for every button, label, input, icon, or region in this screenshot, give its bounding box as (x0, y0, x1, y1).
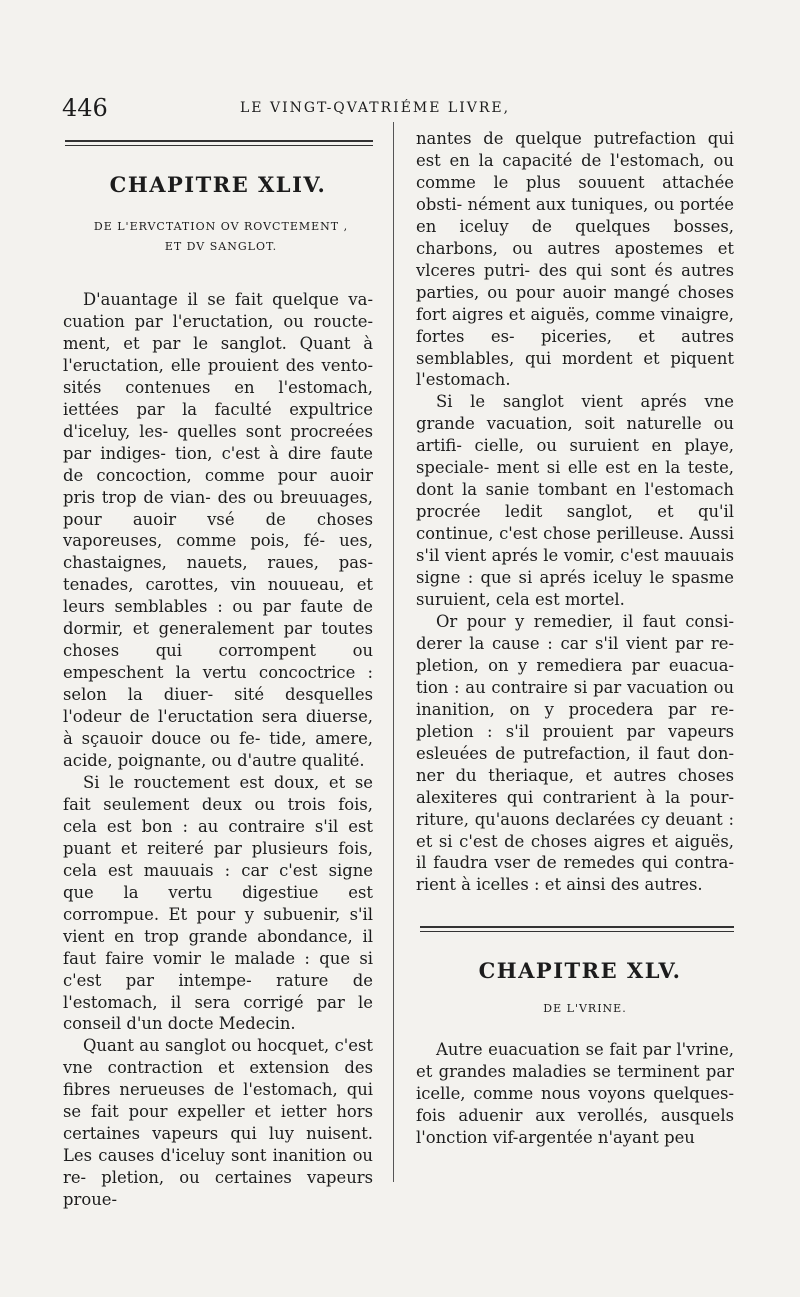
chapter-title: CHAPITRE XLV. (478, 958, 682, 984)
chapter-subtitle-line: ET DV SANGLOT. (164, 240, 278, 253)
running-head: LE VINGT-QVATRIÉME LIVRE, (240, 100, 511, 116)
chapter-subtitle (63, 217, 373, 257)
paragraph: Quant au sanglot ou hocquet, c'est vne contraction et extension des fibres nerueuses de l'estomach, qui se fait pour expeller et ietter hors certaines vapeurs qui luy nuisent. Les causes d'iceluy sont inanition ou re- pletion, ou certaines vapeurs proue- (63, 1036, 373, 1210)
chapter-title: CHAPITRE XLIV. (109, 172, 327, 197)
paragraph: Si le rouctement est doux, et se fait seulement deux ou trois fois, cela est bon : au contraire s'il est puant et reiteré par plusieurs fois, cela est mauuais : car c'est signe que la vertu digestiue est corrompue. Et pour y subuenir, s'il vient en trop grande abondance, il faut faire vomir le malade : que si c'est par intempe- rature de l'estomach, il sera corrigé par le conseil d'un docte Medecin. (63, 772, 373, 1034)
paragraph: Si le sanglot vient aprés vne grande vacuation, soit naturelle ou artifi- cielle, ou suruient en playe, speciale- ment si elle est en la teste, dont la sanie tombant en l'estomach procrée ledit sanglot, et qu'il continue, c'est chose perilleuse. Aussi s'il vient aprés le vomir, c'est mauuais signe : que si aprés iceluy le spasme suruient, cela est mortel. (416, 392, 734, 610)
chapter-rule (65, 140, 373, 146)
chapter-rule (420, 926, 734, 932)
paragraph-continued: nantes de quelque putrefaction qui est en la capacité de l'estomach, ou comme le plus souuent attachée obsti- nément aux tuniques, ou portée en iceluy de quelques bosses, charbons, ou autres apostemes et vlceres putri- des qui sont és autres parties, ou pour auoir mangé choses fort aigres et aiguës, comme vinaigre, fortes es- piceries, et autres semblables, qui mordent et piquent l'estomach. (416, 129, 734, 390)
chapter-subtitle-line: DE L'ERVCTATION OV ROVCTEMENT , (93, 220, 349, 233)
page-header (62, 94, 734, 124)
paragraph: Autre euacuation se fait par l'vrine, et grandes maladies se terminent par icelle, comme nous voyons quelques- fois aduenir aux verollés, ausquels l'onction vif-argentée n'ayant peu (416, 1040, 734, 1148)
chapter-subtitle: DE L'VRINE. (543, 1002, 627, 1016)
paragraph: Or pour y remedier, il faut consi- derer la cause : car s'il vient par re- pletion, on y remediera par euacua- tion : au contraire si par vacuation ou inanition, on y procedera par re- pletion : s'il prouient par vapeurs esleuées de putrefaction, il faut don- ner du theriaque, et autres choses alexiteres qui contrarient à la pour- riture, qu'auons declarées cy deuant : et si c'est de choses aigres et aiguës, il faudra vser de remedes qui contra- rient à icelles : et ainsi des autres. (416, 611, 734, 895)
left-column (63, 130, 373, 1211)
page-number: 446 (62, 94, 108, 122)
right-column (416, 128, 734, 1149)
column-divider (393, 122, 394, 1182)
paragraph: D'auantage il se fait quelque va- cuation par l'eructation, ou roucte- ment, et par le sanglot. Quant à l'eructation, elle prouient des vento- sités contenues en l'estomach, iettées par la faculté expultrice d'iceluy, les- quelles sont procreées par indiges- tion, c'est à dire faute de concoction, comme pour auoir pris trop de vian- des ou breuuages, pour auoir vsé de choses vaporeuses, comme pois, fé- ues, chastaignes, nauets, raues, pas- tenades, carottes, vin nouueau, et leurs semblables : ou par faute de dormir, et generalement par toutes choses qui corrompent ou empeschent la vertu concoctrice : selon la diuer- sité desquelles l'odeur de l'eructation sera diuerse, à sçauoir douce ou fe- tide, amere, acide, poignante, ou d'autre qualité. (63, 290, 373, 771)
